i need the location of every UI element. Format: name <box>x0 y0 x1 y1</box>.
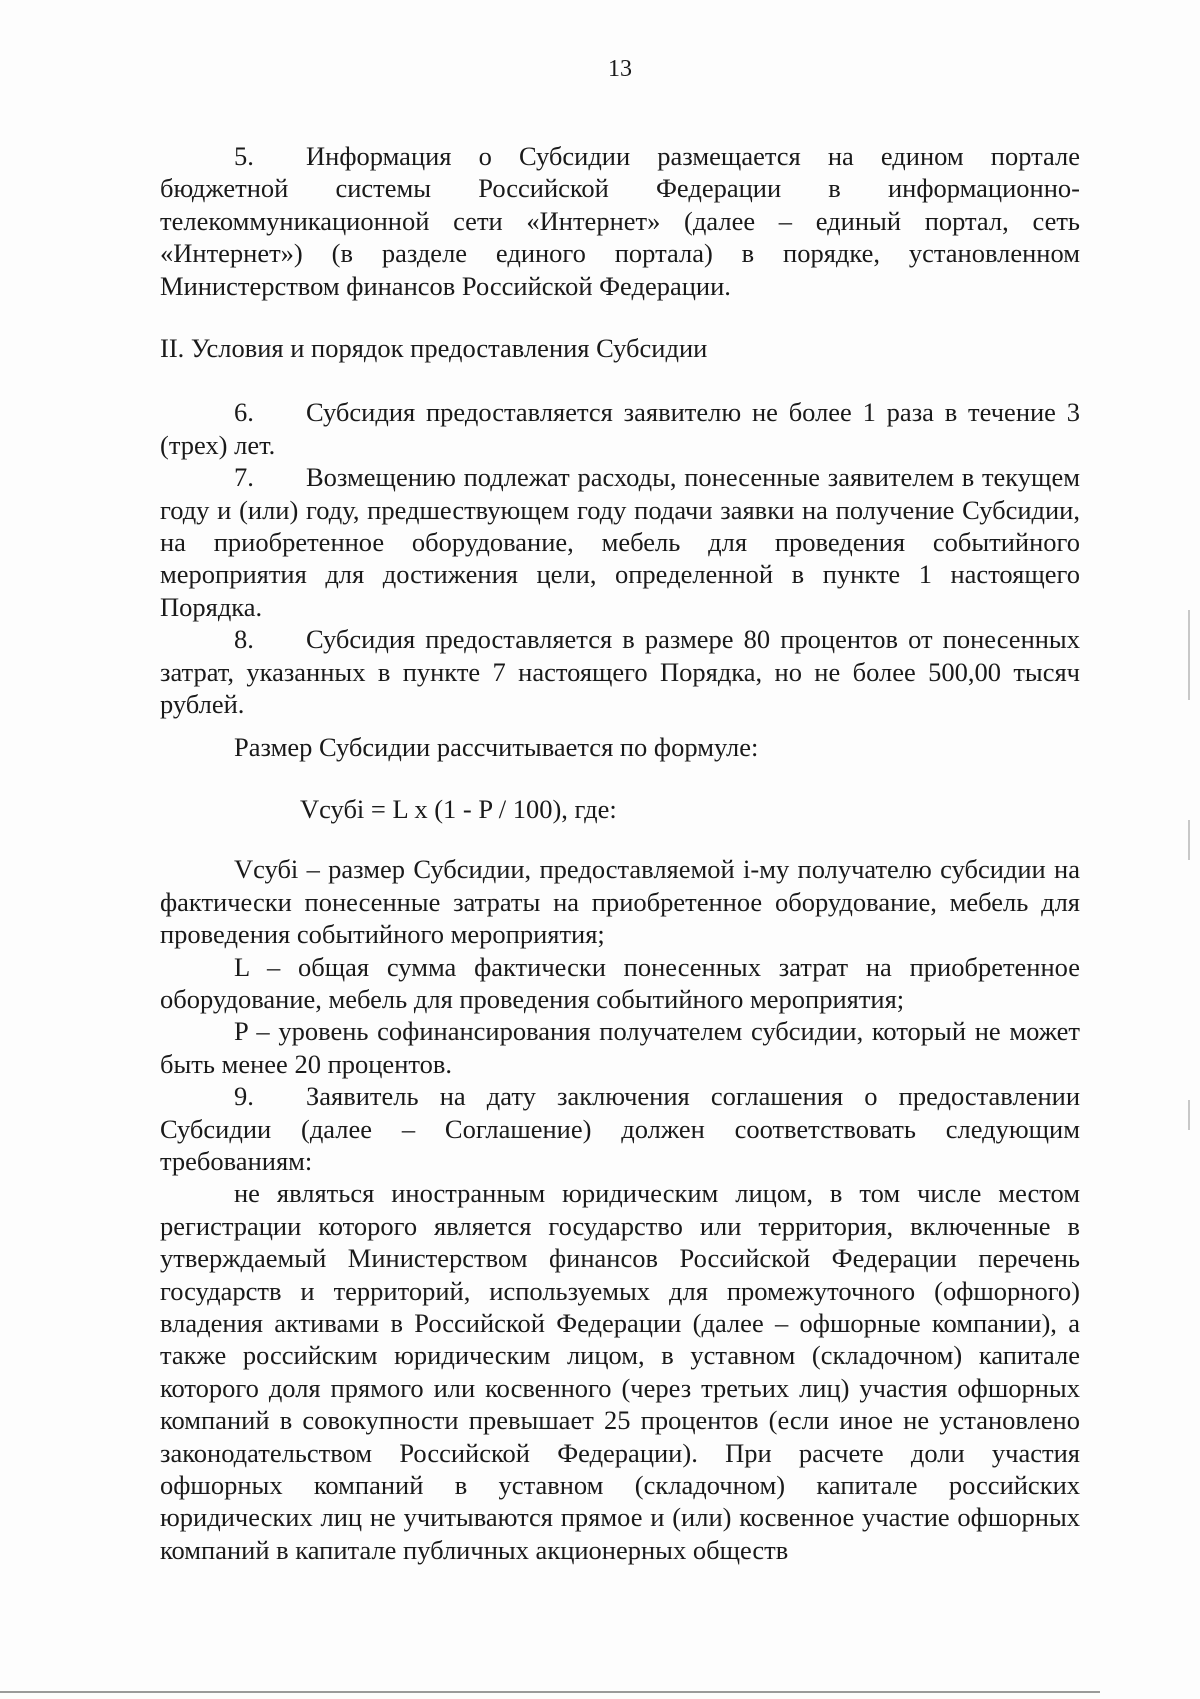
paragraph-text: Субсидия предоставляется заявителю не более 1 раза в течение 3 (трех) лет. <box>160 397 1080 460</box>
paragraph-number: 6. <box>234 397 254 428</box>
paragraph-8 <box>160 623 1080 720</box>
scan-bottom-edge <box>0 1691 1100 1693</box>
paragraph-5 <box>160 140 1080 302</box>
formula-intro: Размер Субсидии рассчитывается по формуле: <box>234 731 759 762</box>
paragraph-number: 7. <box>234 462 254 493</box>
definition-l: L – общая сумма фактически понесенных затрат на приобретенное оборудование, мебель для проведения событийного мероприятия; <box>160 951 1080 1014</box>
paragraph-9 <box>160 1080 1080 1177</box>
subsidy-formula: Vсубi = L x (1 - P / 100), где: <box>300 793 617 824</box>
document-body <box>160 140 1080 1566</box>
paragraph-text: Субсидия предоставляется в размере 80 процентов от понесенных затрат, указанных в пункте 7 настоящего Порядка, но не более 500,00 тысяч рублей. <box>160 624 1080 720</box>
paragraph-number: 9. <box>234 1081 254 1112</box>
paragraph-7 <box>160 461 1080 623</box>
scan-artifact <box>1188 820 1190 860</box>
requirement-1: не являться иностранным юридическим лицом, в том числе местом регистрации которого является государство или территория, включенные в утверждаемый Министерством финансов Российской Федерации перечень государств и территорий, используемых для промежуточного (офшорного) владения активами в Российской Федерации (далее – офшорные компании), а также российским юридическим лицом, в уставном (складочном) капитале которого доля прямого или косвенного (через третьих лиц) участия офшорных компаний в совокупности превышает 25 процентов (если иное не установлено законодательством Российской Федерации). При расчете доли участия офшорных компаний в уставном (складочном) капитале российских юридических лиц не учитываются прямое и (или) косвенное участие офшорных компаний в капитале публичных акционерных обществ <box>160 1178 1080 1565</box>
section-heading: II. Условия и порядок предоставления Субсидии <box>160 333 708 364</box>
page-number: 13 <box>608 56 632 82</box>
definition-v: Vсубi – размер Субсидии, предоставляемой i-му получателю субсидии на фактически понесенные затраты на приобретенное оборудование, мебель для проведения событийного мероприятия; <box>160 854 1080 950</box>
scan-artifact <box>1188 1100 1190 1130</box>
paragraph-text: Заявитель на дату заключения соглашения о предоставлении Субсидии (далее – Соглашение) должен соответствовать следующим требованиям: <box>160 1081 1080 1176</box>
paragraph-text: Возмещению подлежат расходы, понесенные заявителем в текущем году и (или) году, предшествующем году подачи заявки на получение Субсидии, на приобретенное оборудование, мебель для проведения событийного мероприятия для достижения цели, определенной в пункте 1 настоящего Порядка. <box>160 462 1080 622</box>
paragraph-6 <box>160 396 1080 461</box>
paragraph-number: 5. <box>234 141 254 171</box>
definition-p: P – уровень софинансирования получателем субсидии, который не может быть менее 20 процентов. <box>160 1016 1080 1079</box>
paragraph-text: Информация о Субсидии размещается на едином портале бюджетной системы Российской Федерации в информационно-телекоммуникационной сети «Интернет» (далее – единый портал, сеть «Интернет») (в разделе единого портала) в порядке, установленном Министерством финансов Российской Федерации. <box>160 141 1080 301</box>
scan-artifact <box>1188 610 1190 700</box>
paragraph-number: 8. <box>234 624 254 655</box>
